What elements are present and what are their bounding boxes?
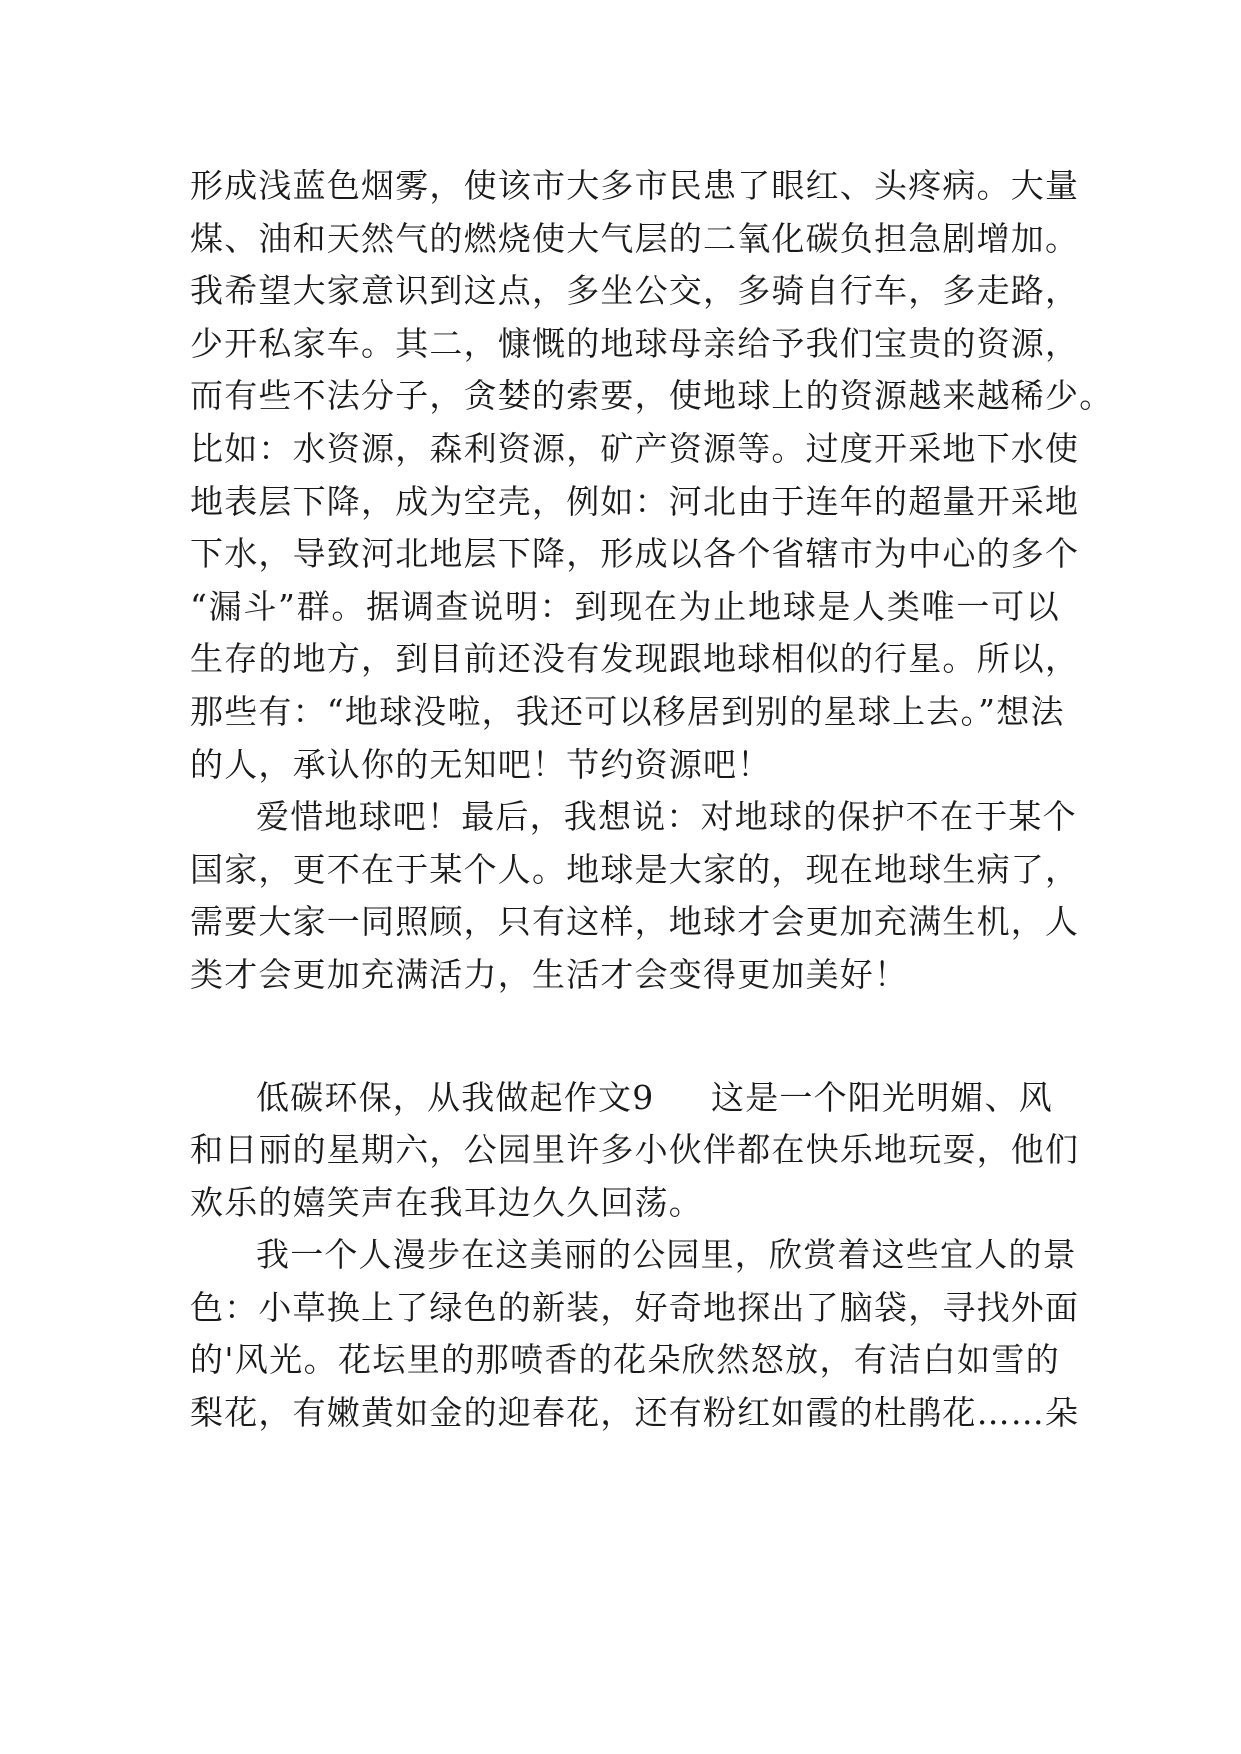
text-line: 煤、油和天然气的燃烧使大气层的二氧化碳负担急剧增加。 (190, 218, 1080, 258)
paragraph-1 (190, 160, 1114, 791)
text-line: 爱惜地球吧！最后，我想说：对地球的保护不在于某个 (256, 797, 1077, 837)
text-line: 我一个人漫步在这美丽的公园里，欣赏着这些宜人的景 (256, 1235, 1077, 1275)
text-line: 比如：水资源，森利资源，矿产资源等。过度开采地下水使 (190, 428, 1080, 468)
text-line: 生存的地方，到目前还没有发现跟地球相似的行星。所以， (190, 639, 1080, 679)
text-line: 下水，导致河北地层下降，形成以各个省辖市为中心的多个 (190, 534, 1080, 574)
text-line: 梨花，有嫩黄如金的迎春花，还有粉红如霞的杜鹃花……朵 (190, 1393, 1080, 1433)
text-line: 欢乐的嬉笑声在我耳边久久回荡。 (190, 1182, 703, 1222)
text-line: 的'风光。花坛里的那喷香的花朵欣然怒放，有洁白如雪的 (190, 1340, 1060, 1380)
text-line: 色：小草换上了绿色的新装，好奇地探出了脑袋，寻找外面 (190, 1287, 1080, 1327)
text-line: 地表层下降，成为空壳，例如：河北由于连年的超量开采地 (190, 481, 1080, 521)
paragraph-2 (190, 791, 1080, 1001)
text-line: 少开私家车。其二，慷慨的地球母亲给予我们宝贵的资源， (190, 323, 1080, 363)
text-line: 国家，更不在于某个人。地球是大家的，现在地球生病了， (190, 849, 1080, 889)
section-title: 低碳环保，从我做起作文9 (256, 1077, 655, 1117)
text-line: 需要大家一同照顾，只有这样，地球才会更加充满生机，人 (190, 902, 1080, 942)
section-title-tail: 这是一个阳光明媚、风 (711, 1077, 1053, 1117)
text-line: 我希望大家意识到这点，多坐公交，多骑自行车，多走路， (190, 271, 1080, 311)
paragraph-3 (190, 1229, 1080, 1439)
text-line: “漏斗”群。据调查说明：到现在为止地球是人类唯一可以 (190, 586, 1060, 626)
document-page (190, 160, 1114, 1440)
section-gap (190, 1002, 1060, 1072)
text-line: 而有些不法分子，贪婪的索要，使地球上的资源越来越稀少。 (190, 376, 1114, 416)
text-line: 的人，承认你的无知吧！节约资源吧！ (190, 744, 772, 784)
section-essay-9 (190, 1072, 1080, 1230)
text-line: 那些有：“地球没啦，我还可以移居到别的星球上去。”想法 (190, 691, 1065, 731)
text-line: 形成浅蓝色烟雾，使该市大多市民患了眼红、头疼病。大量 (190, 166, 1080, 205)
text-line: 类才会更加充满活力，生活才会变得更加美好！ (190, 954, 909, 994)
text-line: 和日丽的星期六，公园里许多小伙伴都在快乐地玩耍，他们 (190, 1130, 1080, 1170)
section-title-line (190, 1072, 1060, 1125)
